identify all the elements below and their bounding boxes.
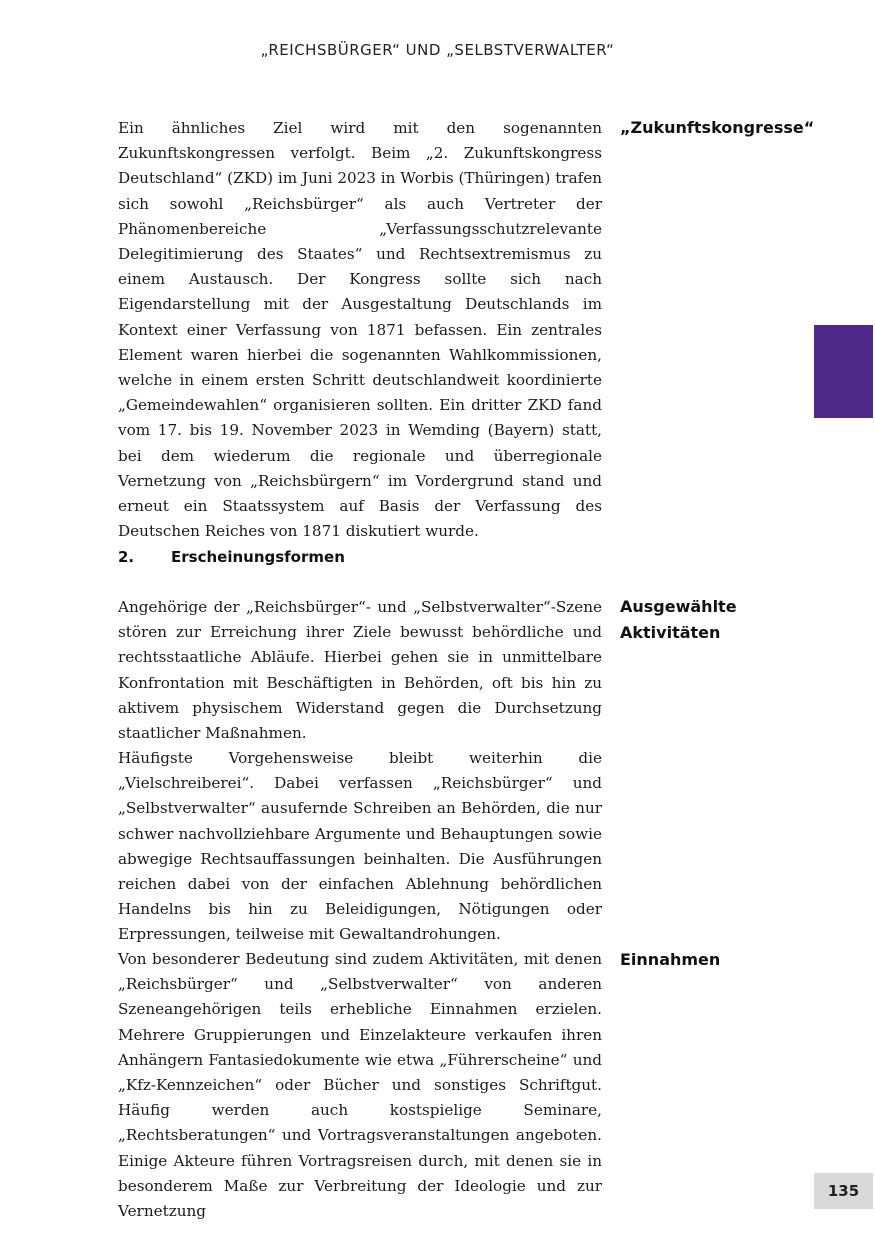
chapter-tab-marker <box>814 325 873 418</box>
margin-note-line: Aktivitäten <box>620 623 721 642</box>
section-heading <box>118 546 345 568</box>
margin-note-zukunftskongresse: „Zukunftskongresse“ <box>620 118 815 137</box>
margin-note-ausgewaehlte-aktivitaeten <box>620 594 800 646</box>
income-paragraph: Von besonderer Bedeutung sind zudem Aktivitäten, mit denen „Reichsbürger“ und „Selbstverwalter“ von anderen Szeneangehörigen teils erhebliche Einnahmen erzielen. Mehrere Gruppierungen und Einzelakteure verkaufen ihren Anhängern Fantasiedokumente wie etwa „Führerscheine“ und „Kfz-Kennzeichen“ oder Bücher und sonstiges Schriftgut. Häufig werden auch kostspielige Seminare, „Rechtsberatungen“ und Vortragsveranstaltungen angeboten. Einige Akteure führen Vortragsreisen durch, mit denen sie in besonderem Maße zur Verbreitung der Ideologie und zur Vernetzung <box>118 950 602 1221</box>
running-header: „REICHSBÜRGER“ UND „SELBSTVERWALTER“ <box>260 41 615 59</box>
intro-paragraph: Ein ähnliches Ziel wird mit den sogenannten Zukunftskongressen verfolgt. Beim „2. Zukunftskongress Deutschland“ (ZKD) im Juni 2023 in Worbis (Thüringen) trafen sich sowohl „Reichsbürger“ als auch Vertreter der Phänomenbereiche „Verfassungsschutzrelevante Delegitimierung des Staates“ und Rechtsextremismus zu einem Austausch. Der Kongress sollte sich nach Eigendarstellung mit der Ausgestaltung Deutschlands im Kontext einer Verfassung von 1871 befassen. Ein zentrales Element waren hierbei die sogenannten Wahlkommissionen, welche in einem ersten Schritt deutschlandweit koordinierte „Gemeindewahlen“ organisieren sollten. Ein dritter ZKD fand vom 17. bis 19. November 2023 in Wemding (Bayern) statt, bei dem wiederum die regionale und überregionale Vernetzung von „Reichsbürgern“ im Vordergrund stand und erneut ein Staatssystem auf Basis der Verfassung des Deutschen Reiches von 1871 diskutiert wurde. <box>118 119 603 541</box>
page-number: 135 <box>814 1173 873 1209</box>
section-number: 2. <box>118 548 135 566</box>
margin-note-einnahmen: Einnahmen <box>620 950 721 969</box>
activities-paragraph-2: Häufigste Vorgehensweise bleibt weiterhin die „Vielschreiberei“. Dabei verfassen „Reichsbürger“ und „Selbstverwalter“ ausufernde Schreiben an Behörden, die nur schwer nachvollziehbare Argumente und Behauptungen sowie abwegige Rechtsauffassungen beinhalten. Die Ausführungen reichen dabei von der einfachen Ablehnung behördlichen Handelns bis hin zu Beleidigungen, Nötigungen oder Erpressungen, teilweise mit Gewaltandrohungen. <box>118 749 602 944</box>
activities-paragraph-1: Angehörige der „Reichsbürger“- und „Selbstverwalter“-Szene stören zur Erreichung ihrer Ziele bewusst behördliche und rechtsstaatliche Abläufe. Hierbei gehen sie in unmittelbare Konfrontation mit Beschäftigten in Behörden, oft bis hin zu aktivem physischem Widerstand gegen die Durchsetzung staatlicher Maßnahmen. <box>118 598 602 743</box>
margin-note-line: Ausgewählte <box>620 597 737 616</box>
section-title: Erscheinungsformen <box>171 548 345 566</box>
